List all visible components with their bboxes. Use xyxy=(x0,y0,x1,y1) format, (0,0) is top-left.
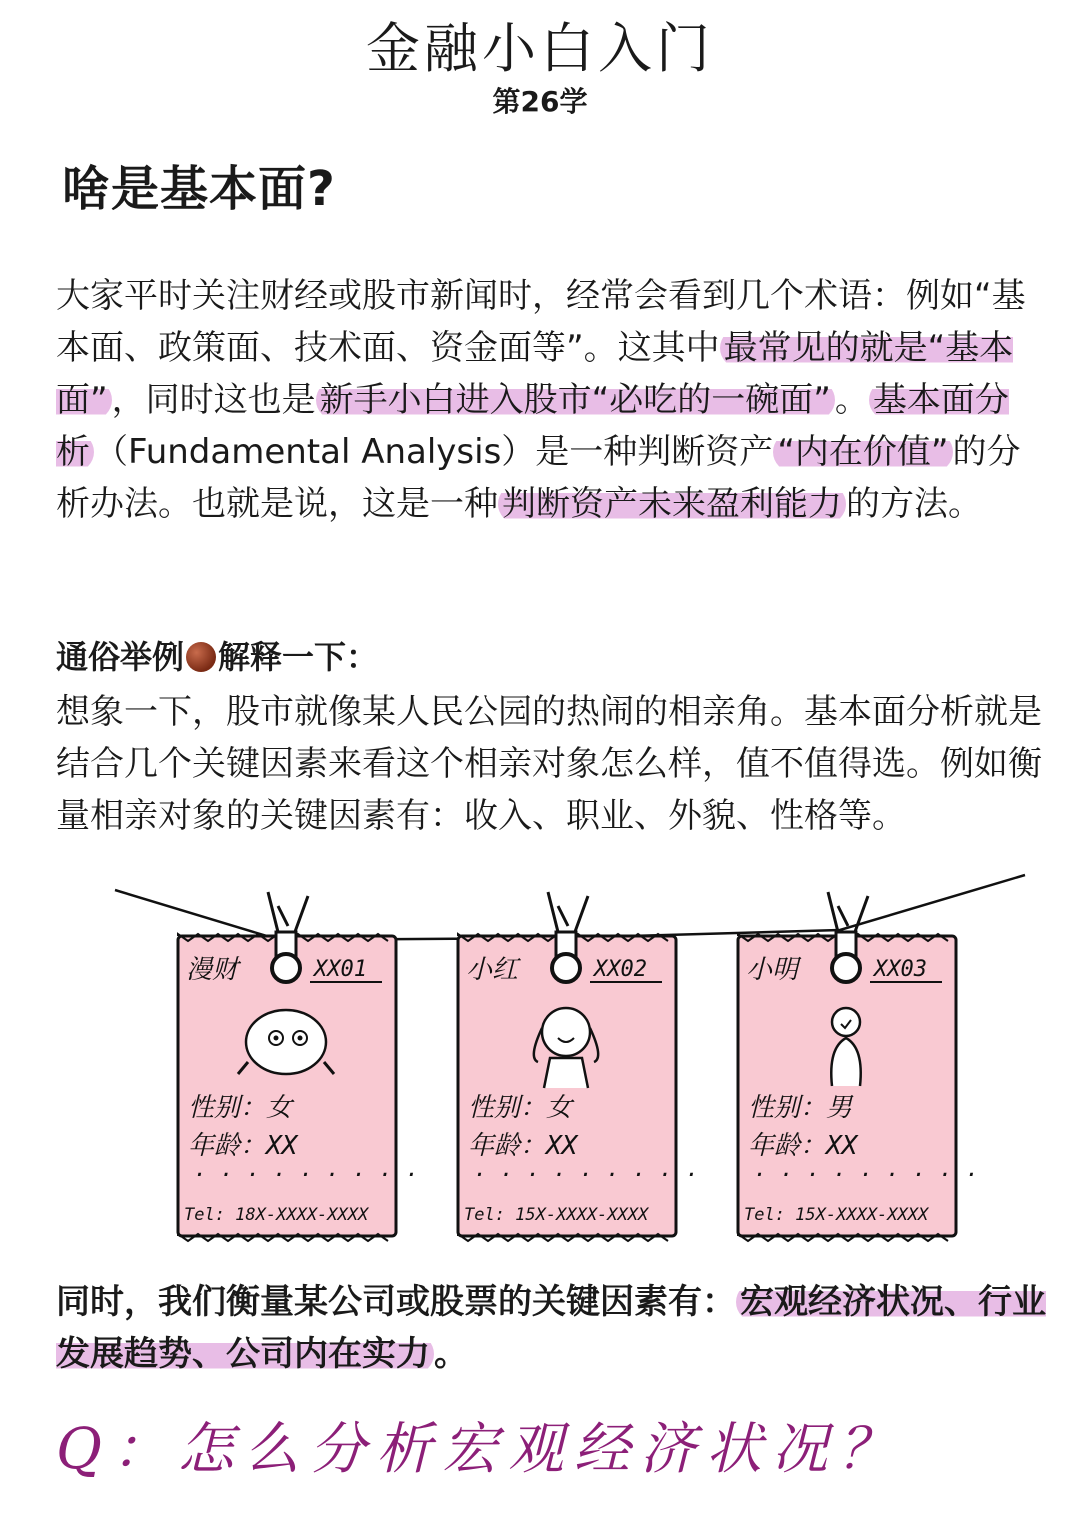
highlight-future-profit: 判断资产未来盈利能力 xyxy=(498,484,846,524)
clothesline xyxy=(115,875,1025,940)
card-tel: Tel: 15X-XXXX-XXXX xyxy=(744,1205,929,1225)
highlight-factors: 宏观经济状况、行业发展趋势、公司内在实力 xyxy=(56,1282,1046,1374)
avatar-boy xyxy=(832,1008,860,1036)
card-age: 年龄：XX xyxy=(188,1131,298,1161)
card-tel: Tel: 15X-XXXX-XXXX xyxy=(464,1205,649,1225)
svg-text:. . . . . . . . .: . . . . . . . . . xyxy=(194,1157,420,1182)
profile-card-1 xyxy=(178,892,419,1241)
profile-card-2 xyxy=(458,892,699,1241)
card-code: XX03 xyxy=(874,957,927,982)
matchmaking-illustration xyxy=(100,870,1040,1260)
question-text: Q：怎么分析宏观经济状况？ xyxy=(56,1417,904,1482)
intro-text-1: 大家平时关注财经或股市新闻时，经常会看到几个术语：例如“基本面、政策面、技术面、资金面等”。这其中 xyxy=(56,276,1026,368)
profile-card-3 xyxy=(738,892,979,1241)
highlight-most-common: 最常见的就是“基本面” xyxy=(56,328,1014,420)
example-heading-a: 通俗举例 xyxy=(56,638,185,676)
factors-paragraph xyxy=(56,1276,1046,1380)
svg-text:. . . . . . . . .: . . . . . . . . . xyxy=(474,1157,700,1182)
card-gender: 性别：女 xyxy=(468,1093,573,1123)
highlight-fundamental-analysis: 基本面分析 xyxy=(56,380,1009,472)
section-heading: 啥是基本面? xyxy=(62,161,336,217)
intro-paragraph xyxy=(56,270,1046,530)
ring-icon xyxy=(832,954,860,982)
card-name: 小明 xyxy=(746,955,799,985)
intro-text-5: 的分析办法。也就是说，这是一种 xyxy=(56,432,1021,524)
highlight-must-eat: 新手小白进入股市“必吃的一碗面” xyxy=(316,380,835,420)
card-name: 小红 xyxy=(466,955,519,985)
card-code: XX02 xyxy=(594,957,647,982)
chestnut-icon xyxy=(186,642,216,672)
card-name: 漫财 xyxy=(186,955,239,985)
avatar-round-face xyxy=(246,1010,326,1074)
intro-text-3: 。 xyxy=(834,380,869,420)
page-title: 金融小白入门 xyxy=(366,17,714,80)
avatar-girl xyxy=(542,1008,590,1056)
card-gender: 性别：男 xyxy=(748,1093,853,1123)
card-age: 年龄：XX xyxy=(748,1131,858,1161)
intro-text-2: ，同时这也是 xyxy=(111,380,316,420)
card-code: XX01 xyxy=(314,957,367,982)
intro-text-4: （Fundamental Analysis）是一种判断资产 xyxy=(94,432,774,472)
ring-icon xyxy=(552,954,580,982)
highlight-intrinsic-value: “内在价值” xyxy=(773,432,952,472)
svg-text:. . . . . . . . .: . . . . . . . . . xyxy=(754,1157,980,1182)
card-age: 年龄：XX xyxy=(468,1131,578,1161)
lesson-number: 第26学 xyxy=(492,85,588,118)
example-heading xyxy=(56,632,378,678)
card-tel: Tel: 18X-XXXX-XXXX xyxy=(184,1205,369,1225)
factors-end: 。 xyxy=(434,1334,468,1374)
example-paragraph: 想象一下，股市就像某人民公园的热闹的相亲角。基本面分析就是结合几个关键因素来看这个相亲对象怎么样，值不值得选。例如衡量相亲对象的关键因素有：收入、职业、外貌、性格等。 xyxy=(56,692,1042,836)
intro-text-6: 的方法。 xyxy=(846,484,982,524)
factors-lead: 同时，我们衡量某公司或股票的关键因素有： xyxy=(56,1282,736,1322)
card-gender: 性别：女 xyxy=(188,1093,293,1123)
example-heading-b: 解释一下： xyxy=(218,638,379,676)
ring-icon xyxy=(272,954,300,982)
